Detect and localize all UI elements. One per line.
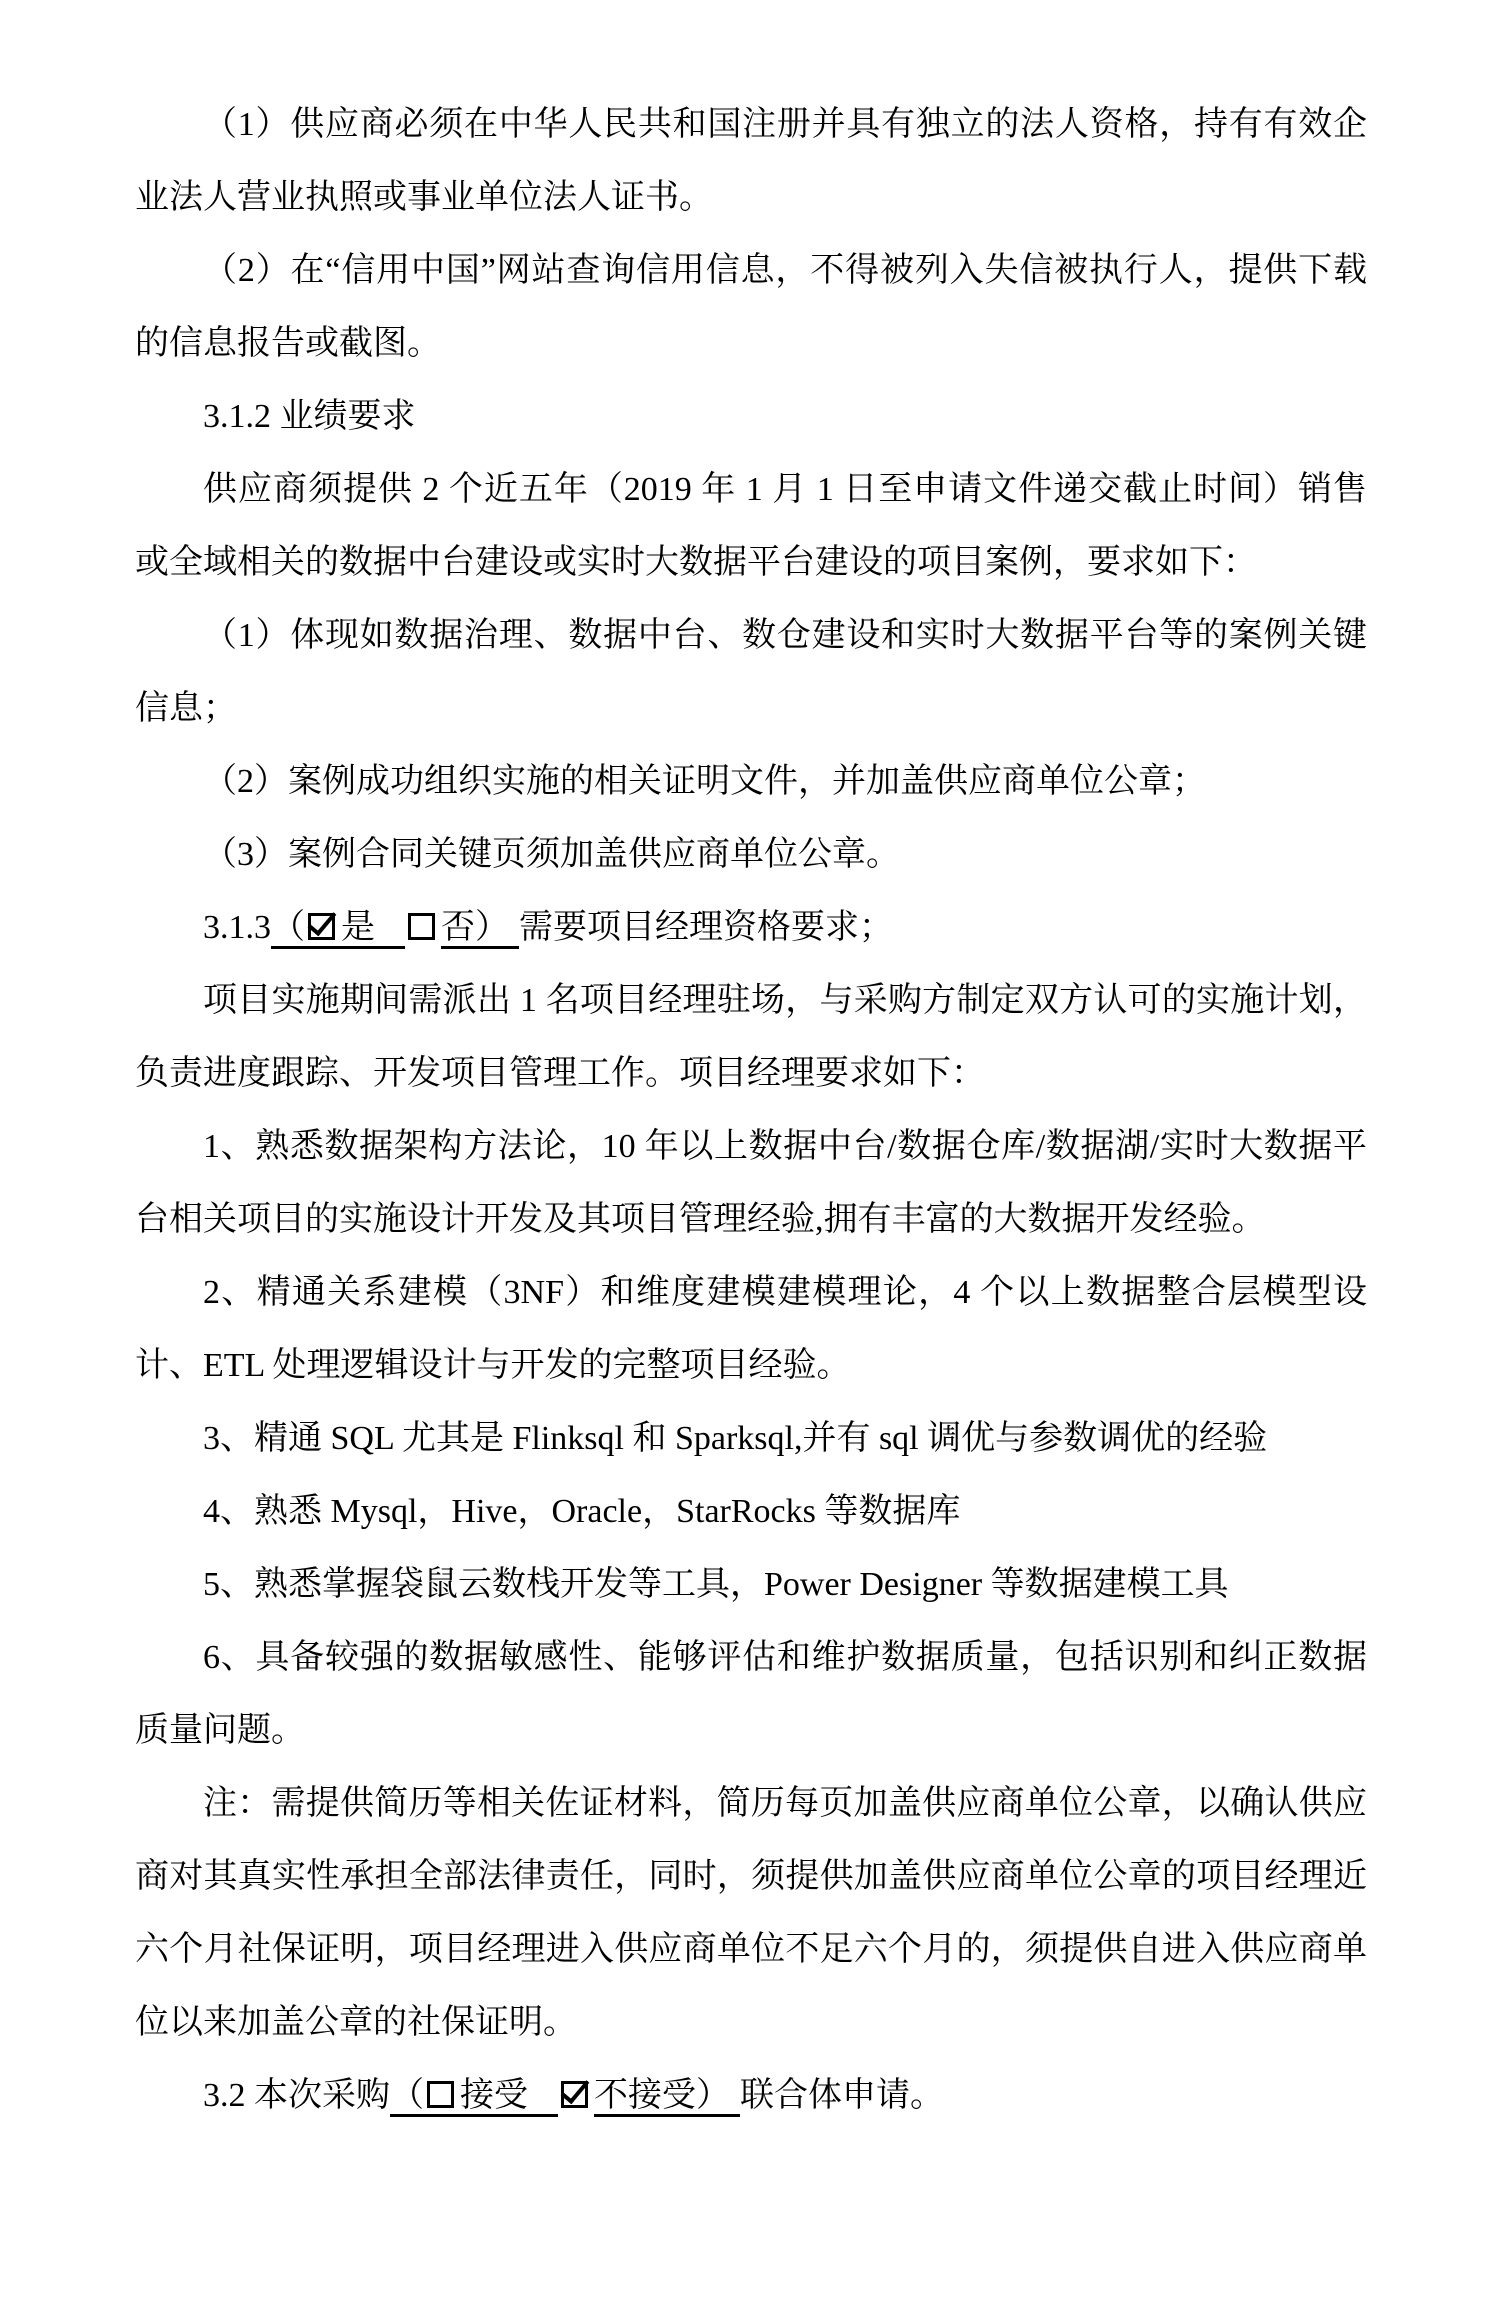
clause-3-2-consortium bbox=[135, 2059, 1367, 2132]
note-resume-proof: 注：需提供简历等相关佐证材料，简历每页加盖供应商单位公章，以确认供应商对其真实性承担全部法律责任，同时，须提供加盖供应商单位公章的项目经理近六个月社保证明，项目经理进入供应商单位不足六个月的，须提供自进入供应商单位以来加盖公章的社保证明。 bbox=[135, 1785, 1367, 2041]
unchecked-checkbox-icon bbox=[408, 913, 435, 940]
req-6-data-quality: 6、具备较强的数据敏感性、能够评估和维护数据质量，包括识别和纠正数据质量问题。 bbox=[135, 1639, 1367, 1749]
para-pm-onsite: 项目实施期间需派出 1 名项目经理驻场，与采购方制定双方认可的实施计划，负责进度跟踪、开发项目管理工作。项目经理要求如下： bbox=[135, 982, 1367, 1092]
yes-option-label: 是 bbox=[341, 909, 375, 946]
item-2-proof-documents: （2）案例成功组织实施的相关证明文件，并加盖供应商单位公章； bbox=[203, 763, 1206, 800]
req-2-modeling: 2、精通关系建模（3NF）和维度建模建模理论，4 个以上数据整合层模型设计、ETL 处理逻辑设计与开发的完整项目经验。 bbox=[135, 1274, 1367, 1384]
item-1-case-key-info: （1）体现如数据治理、数据中台、数仓建设和实时大数据平台等的案例关键信息； bbox=[135, 617, 1367, 727]
open-paren: （ bbox=[390, 2077, 424, 2114]
req-4-databases: 4、熟悉 Mysql，Hive，Oracle，StarRocks 等数据库 bbox=[203, 1493, 961, 1530]
accept-option-underlined bbox=[390, 2077, 558, 2117]
item-3-contract-pages: （3）案例合同关键页须加盖供应商单位公章。 bbox=[203, 836, 900, 873]
no-option-underlined bbox=[441, 909, 519, 949]
clause-rest-text: 需要项目经理资格要求； bbox=[519, 909, 893, 946]
close-paren: ） bbox=[696, 2077, 730, 2114]
req-1-data-architecture: 1、熟悉数据架构方法论，10 年以上数据中台/数据仓库/数据湖/实时大数据平台相关项目的实施设计开发及其项目管理经验,拥有丰富的大数据开发经验。 bbox=[135, 1128, 1367, 1238]
reject-option-underlined bbox=[594, 2077, 740, 2117]
no-option-label: 否 bbox=[441, 909, 475, 946]
clause-number: 3.1.3 bbox=[203, 909, 271, 946]
checked-checkbox-icon bbox=[308, 913, 335, 940]
req-5-tools: 5、熟悉掌握袋鼠云数栈开发等工具，Power Designer 等数据建模工具 bbox=[203, 1566, 1229, 1603]
clause-supplier-registration: （1）供应商必须在中华人民共和国注册并具有独立的法人资格，持有有效企业法人营业执照或事业单位法人证书。 bbox=[135, 106, 1367, 216]
clause-3-1-3-pm-requirement bbox=[135, 891, 1367, 964]
para-performance-intro: 供应商须提供 2 个近五年（2019 年 1 月 1 日至申请文件递交截止时间）销售或全域相关的数据中台建设或实时大数据平台建设的项目案例，要求如下： bbox=[135, 471, 1367, 581]
yes-option-underlined bbox=[271, 909, 405, 949]
accept-option-label: 接受 bbox=[460, 2077, 528, 2114]
clause-rest-text: 联合体申请。 bbox=[740, 2077, 944, 2114]
heading-3-1-2-performance: 3.1.2 业绩要求 bbox=[203, 398, 416, 435]
clause-lead: 3.2 本次采购 bbox=[203, 2077, 390, 2114]
unchecked-checkbox-icon bbox=[427, 2081, 454, 2108]
reject-option-label: 不接受 bbox=[594, 2077, 696, 2114]
clause-credit-china: （2）在“信用中国”网站查询信用信息，不得被列入失信被执行人，提供下载的信息报告或截图。 bbox=[135, 252, 1367, 362]
checked-checkbox-icon bbox=[561, 2081, 588, 2108]
close-paren: ） bbox=[475, 909, 509, 946]
req-3-sql: 3、精通 SQL 尤其是 Flinksql 和 Sparksql,并有 sql 调优与参数调优的经验 bbox=[203, 1420, 1268, 1457]
open-paren: （ bbox=[271, 909, 305, 946]
